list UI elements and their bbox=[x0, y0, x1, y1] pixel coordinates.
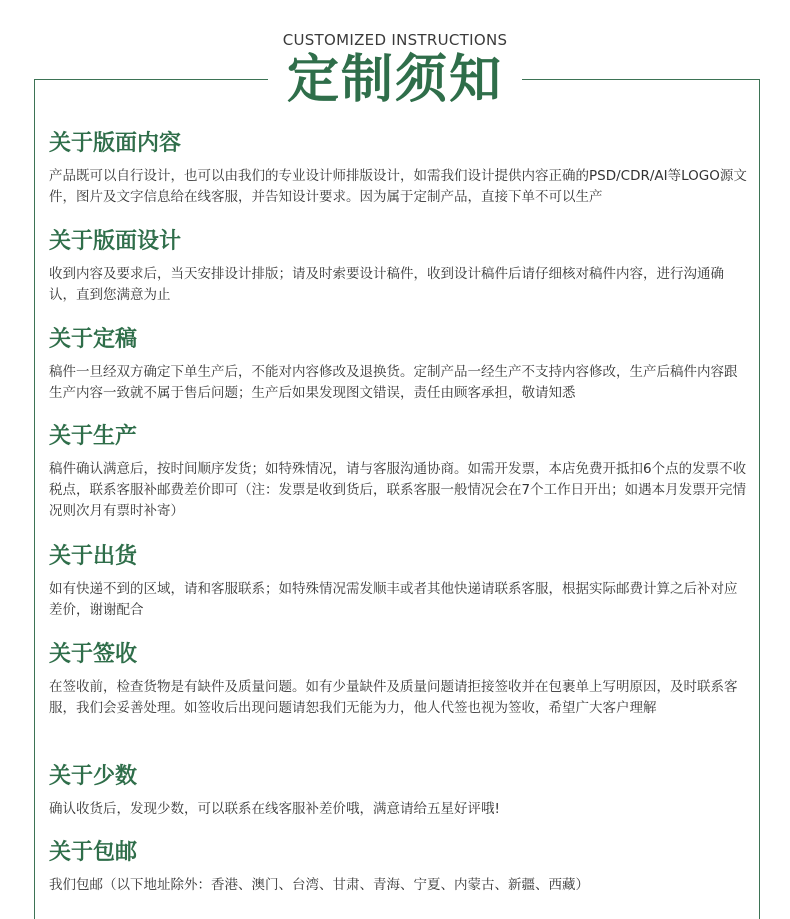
section-body: 稿件确认满意后，按时间顺序发货；如特殊情况，请与客服沟通协商。如需开发票，本店免费开抵扣6个点的发票不收税点，联系客服补邮费差价即可（注：发票是收到货后，联系客服一般情况会在7个工作日开出；如遇本月发票开完情况则次月有票时补寄） bbox=[49, 461, 747, 519]
section-heading: 关于定稿 bbox=[49, 327, 138, 352]
section-free-shipping bbox=[49, 838, 749, 898]
section-layout-content bbox=[49, 129, 749, 227]
section-heading: 关于版面内容 bbox=[49, 131, 182, 156]
section-heading: 关于生产 bbox=[49, 424, 138, 449]
section-heading: 关于出货 bbox=[49, 544, 138, 569]
section-layout-design bbox=[49, 227, 749, 325]
section-body: 产品既可以自行设计，也可以由我们的专业设计师排版设计，如需我们设计提供内容正确的PSD/CDR/AI等LOGO源文件，图片及文字信息给在线客服，并告知设计要求。因为属于定制产品，直接下单不可以生产 bbox=[49, 168, 747, 205]
section-shortage bbox=[49, 762, 749, 838]
section-production bbox=[49, 422, 749, 542]
section-body: 稿件一旦经双方确定下单生产后，不能对内容修改及退换货。定制产品一经生产不支持内容修改，生产后稿件内容跟生产内容一致就不属于售后问题；生产后如果发现图文错误，责任由顾客承担，敬请知悉 bbox=[49, 364, 738, 401]
section-heading: 关于签收 bbox=[49, 642, 138, 667]
section-heading: 关于包邮 bbox=[49, 840, 138, 865]
section-heading: 关于少数 bbox=[49, 764, 138, 789]
section-body: 如有快递不到的区域，请和客服联系；如特殊情况需发顺丰或者其他快递请联系客服，根据实际邮费计算之后补对应差价，谢谢配合 bbox=[49, 581, 738, 618]
section-body: 我们包邮（以下地址除外：香港、澳门、台湾、甘肃、青海、宁夏、内蒙古、新疆、西藏） bbox=[49, 877, 589, 893]
page-title: 定制须知 bbox=[286, 50, 503, 110]
instruction-sections bbox=[49, 129, 749, 898]
section-receipt bbox=[49, 640, 749, 762]
section-body: 确认收货后，发现少数，可以联系在线客服补差价哦，满意请给五星好评哦! bbox=[49, 801, 500, 817]
section-body: 在签收前，检查货物是有缺件及质量问题。如有少量缺件及质量问题请拒接签收并在包裹单上写明原因，及时联系客服，我们会妥善处理。如签收后出现问题请恕我们无能为力，他人代签也视为签收，希望广大客户理解 bbox=[49, 679, 738, 716]
section-heading: 关于版面设计 bbox=[49, 229, 182, 254]
section-body: 收到内容及要求后，当天安排设计排版；请及时索要设计稿件，收到设计稿件后请仔细核对稿件内容，进行沟通确认，直到您满意为止 bbox=[49, 266, 724, 303]
page-subtitle: CUSTOMIZED INSTRUCTIONS bbox=[282, 31, 508, 49]
section-shipping bbox=[49, 542, 749, 640]
section-finalization bbox=[49, 325, 749, 422]
